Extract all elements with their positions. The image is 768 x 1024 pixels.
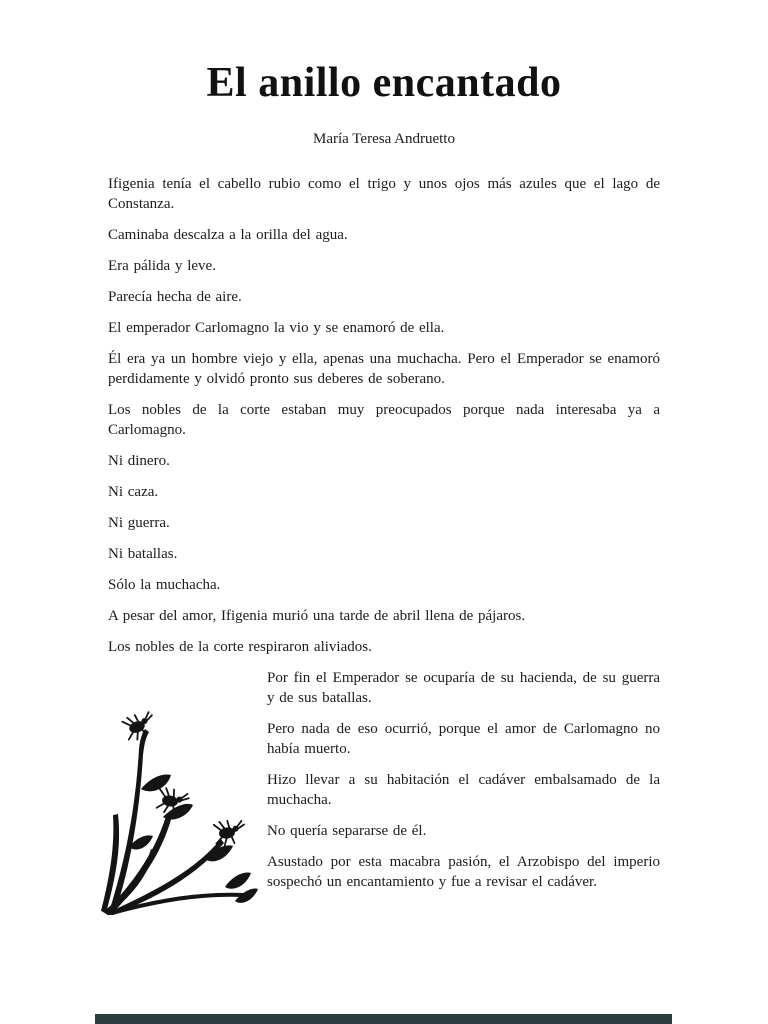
paragraph: Ni guerra. [108, 515, 170, 531]
paragraph: Ni batallas. [108, 546, 178, 562]
paragraph: Los nobles de la corte respiraron aliviados. [108, 639, 372, 655]
paragraph: Por fin el Emperador se ocuparía de su hacienda, de su guerra y de sus batallas. [267, 670, 660, 706]
flower-leaves [129, 775, 258, 903]
floral-silhouette-illustration [93, 697, 261, 915]
paragraph: Era pálida y leve. [108, 258, 216, 274]
paragraph: El emperador Carlomagno la vio y se enamoró de ella. [108, 320, 445, 336]
paragraph: Él era ya un hombre viejo y ella, apenas una muchacha. Pero el Emperador se enamoró perdidamente y olvidó pronto sus deberes de soberano. [108, 351, 660, 387]
paragraph: Hizo llevar a su habitación el cadáver embalsamado de la muchacha. [267, 772, 660, 808]
paragraph: Pero nada de eso ocurrió, porque el amor de Carlomagno no había muerto. [267, 721, 660, 757]
document-title: El anillo encantado [206, 60, 562, 106]
paragraph: Parecía hecha de aire. [108, 289, 242, 305]
paragraph: A pesar del amor, Ifigenia murió una tarde de abril llena de pájaros. [108, 608, 526, 624]
paragraph: Los nobles de la corte estaban muy preocupados porque nada interesaba ya a Carlomagno. [108, 402, 660, 438]
illustrated-section-text [267, 668, 660, 892]
author-line: María Teresa Andruetto [313, 131, 455, 147]
paragraph: Ni caza. [108, 484, 159, 500]
paragraph: Caminaba descalza a la orilla del agua. [108, 227, 348, 243]
flower-stems [101, 729, 245, 915]
page-bottom-bar [95, 1014, 672, 1024]
paragraph: No quería separarse de él. [267, 823, 427, 839]
paragraph: Sólo la muchacha. [108, 577, 221, 593]
paragraph: Asustado por esta macabra pasión, el Arzobispo del imperio sospechó un encantamiento y fue a revisar el cadáver. [267, 854, 660, 890]
paragraph: Ni dinero. [108, 453, 170, 469]
paragraph: Ifigenia tenía el cabello rubio como el trigo y unos ojos más azules que el lago de Constanza. [108, 176, 660, 212]
